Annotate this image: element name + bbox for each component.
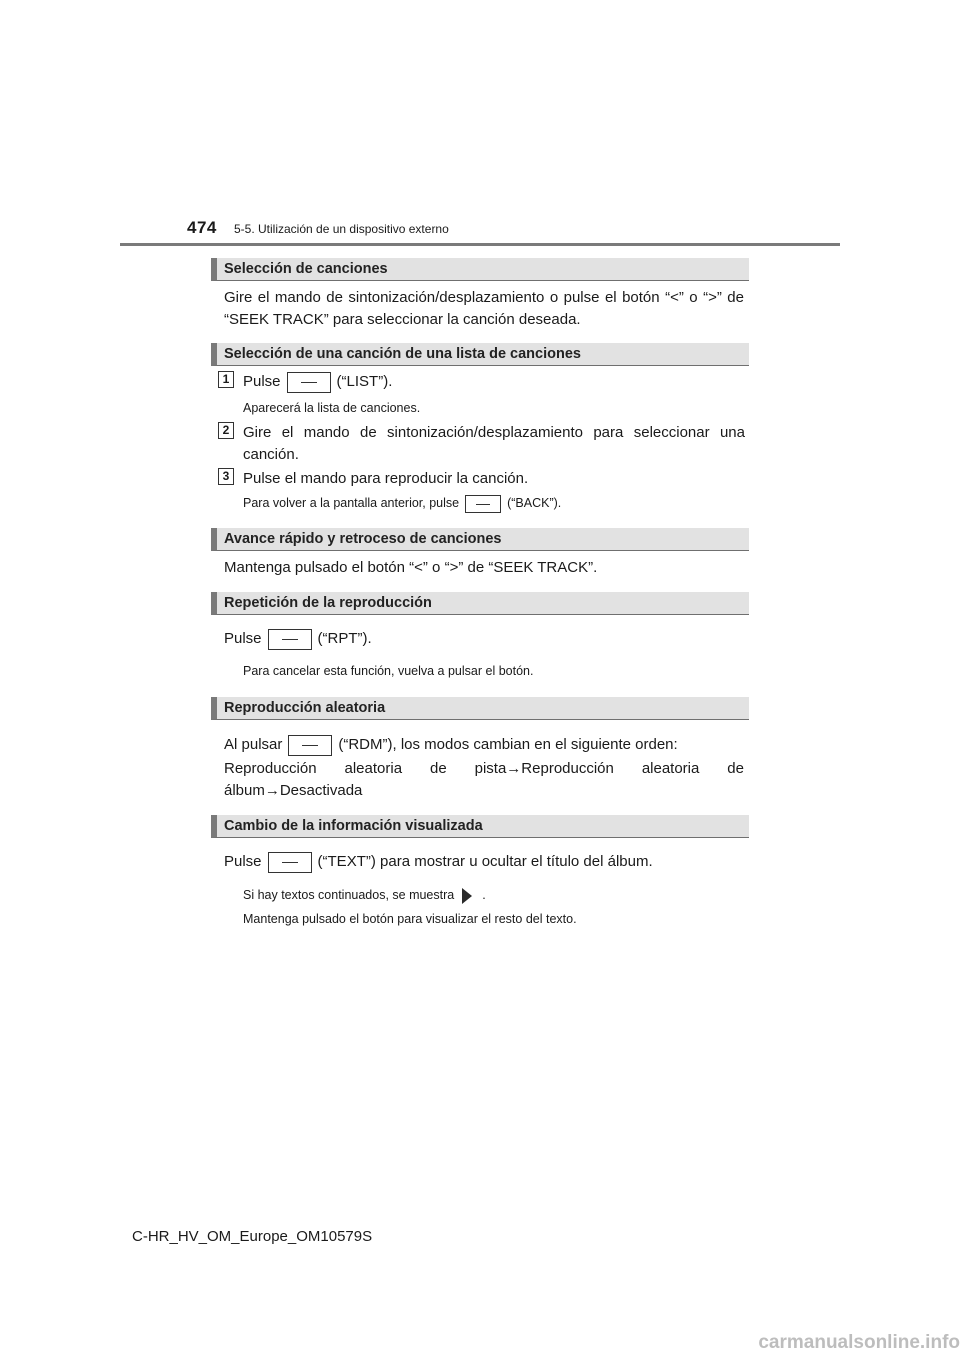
step-1-pre: Pulse bbox=[243, 373, 281, 390]
step-1-text bbox=[243, 371, 745, 393]
heading-label: Selección de una canción de una lista de canciones bbox=[224, 346, 581, 362]
button-placeholder-icon bbox=[465, 495, 501, 513]
header-section-title: 5-5. Utilización de un dispositivo externo bbox=[234, 222, 449, 236]
display-info-post: (“TEXT”) para mostrar u ocultar el título del álbum. bbox=[317, 853, 653, 870]
step-number: 2 bbox=[218, 422, 234, 439]
step-2-text: Gire el mando de sintonización/desplazamiento para seleccionar una canción. bbox=[243, 424, 745, 463]
step-3-note-pre: Para volver a la pantalla anterior, pulse bbox=[243, 496, 460, 510]
button-placeholder-icon bbox=[268, 852, 312, 873]
display-info-note-1-pre: Si hay textos continuados, se muestra bbox=[243, 888, 455, 902]
step-3-text: Pulse el mando para reproducir la canción. bbox=[243, 470, 529, 487]
random-order-text: Reproducción aleatoria de pista→Reproducción aleatoria de álbum→Desactivada bbox=[224, 760, 744, 799]
display-info-note-1 bbox=[243, 886, 745, 904]
heading-label: Selección de canciones bbox=[224, 261, 388, 277]
button-placeholder-icon bbox=[268, 629, 312, 650]
button-placeholder-icon bbox=[287, 372, 331, 393]
step-1-note: Aparecerá la lista de canciones. bbox=[243, 401, 421, 415]
display-info-pre: Pulse bbox=[224, 853, 262, 870]
step-3-note bbox=[243, 494, 745, 513]
play-arrow-icon bbox=[462, 888, 472, 904]
heading-display-info bbox=[211, 815, 749, 838]
step-number: 3 bbox=[218, 468, 234, 485]
header-rule bbox=[120, 243, 840, 246]
heading-label: Avance rápido y retroceso de canciones bbox=[224, 531, 502, 547]
heading-repeat bbox=[211, 592, 749, 615]
random-post: (“RDM”), los modos cambian en el siguiente orden: bbox=[338, 736, 678, 753]
display-info-note-2: Mantenga pulsado el botón para visualizar el resto del texto. bbox=[243, 912, 577, 926]
step-number: 1 bbox=[218, 371, 234, 388]
heading-list-selection bbox=[211, 343, 749, 366]
watermark: carmanualsonline.info bbox=[758, 1332, 960, 1353]
fast-forward-text: Mantenga pulsado el botón “<” o “>” de “SEEK TRACK”. bbox=[224, 559, 598, 576]
heading-fast-forward bbox=[211, 528, 749, 551]
display-info-note-1-post: . bbox=[482, 888, 486, 902]
heading-label: Reproducción aleatoria bbox=[224, 700, 386, 716]
random-text bbox=[224, 734, 744, 756]
footer-document-id: C-HR_HV_OM_Europe_OM10579S bbox=[132, 1228, 373, 1245]
heading-label: Repetición de la reproducción bbox=[224, 595, 432, 611]
repeat-text bbox=[224, 628, 744, 650]
step-3-note-post: (“BACK”). bbox=[507, 496, 562, 510]
display-info-text bbox=[224, 851, 744, 873]
button-placeholder-icon bbox=[288, 735, 332, 756]
song-selection-text: Gire el mando de sintonización/desplazamiento o pulse el botón “<” o “>” de “SEEK TRACK” para seleccionar la canción deseada. bbox=[224, 289, 744, 328]
repeat-note: Para cancelar esta función, vuelva a pulsar el botón. bbox=[243, 664, 534, 678]
repeat-post: (“RPT”). bbox=[317, 630, 372, 647]
heading-song-selection bbox=[211, 258, 749, 281]
heading-label: Cambio de la información visualizada bbox=[224, 818, 483, 834]
repeat-pre: Pulse bbox=[224, 630, 262, 647]
heading-random bbox=[211, 697, 749, 720]
random-pre: Al pulsar bbox=[224, 736, 283, 753]
step-1-post: (“LIST”). bbox=[336, 373, 393, 390]
page-number: 474 bbox=[187, 218, 217, 237]
